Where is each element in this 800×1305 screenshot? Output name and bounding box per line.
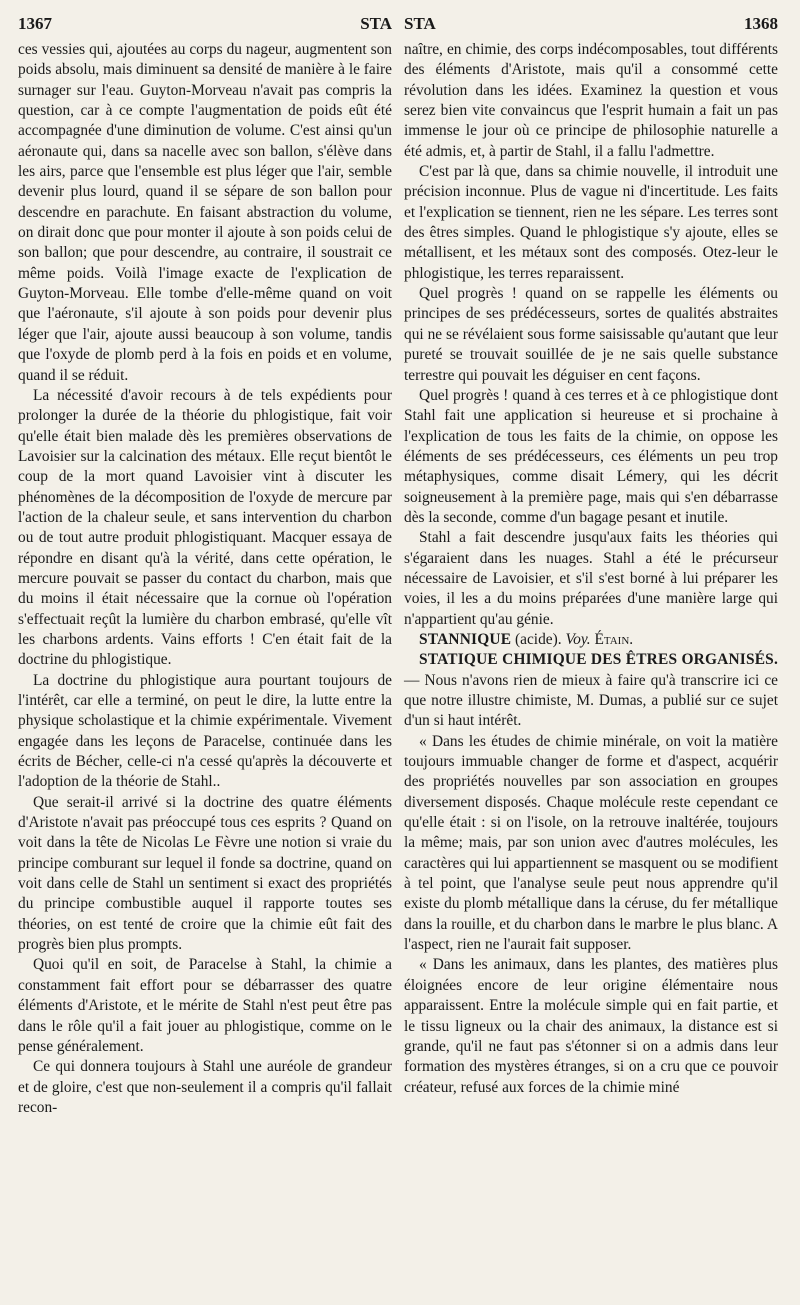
right-paragraph-4: Quel progrès ! quand à ces terres et à ce phlogistique dont Stahl fait une application si heureuse et si prochaine à l'explication de tous les faits de la chimie, on oppose les éléments de ses prédécesseurs, ces éléments un peu trop métaphysiques, comme disait Lémery, qui les décrit soigneusement à la première page, mais qui s'en débarrasse dès la seconde, comme d'un bagage pesant et inutile. — [404, 386, 778, 526]
left-column — [18, 40, 392, 1118]
right-paragraph-6: « Dans les études de chimie minérale, on voit la matière toujours immuable changer de forme et d'aspect, acquérir des propriétés nouvelles par son association en groupes diversement disposés. Chaque molécule reste cependant ce qu'elle était : si on l'isole, on la retrouve inaltérée, toujours la même; mais, par son union avec d'autres molécules, les caractères qui lui appartiennent se masquent ou se modifient à tel point, que l'analyse seule peut nous apprendre qu'il existe du plomb métallique dans la céruse, du fer métallique dans la rouille, et du charbon dans le marbre le plus blanc. A l'aspect, rien ne l'aurait fait supposer. — [404, 732, 778, 954]
text-columns — [18, 40, 778, 1118]
left-paragraph-1: ces vessies qui, ajoutées au corps du nageur, augmentent son poids absolu, mais diminuent sa densité de manière à le faire surnager sur l'eau. Guyton-Morveau n'avait pas compris la question, car à ce compte l'augmentation de poids eût été accompagnée d'une diminution de volume. C'est ainsi qu'un aéronaute qui, dans sa nacelle avec son ballon, s'élève dans les airs, parce que l'ensemble est plus léger que l'air, semble devenir plus lourd, quand il se sépare de son ballon pour descendre en parachute. En faisant abstraction du volume, on dirait donc que pour monter il ajoute à son poids celui de son ballon; que pour descendre, au contraire, il soustrait ce même poids. Voilà l'image exacte de l'explication de Guyton-Morveau. Elle tombe d'elle-même quand on voit que l'aéronaute, s'il ajoute à son poids pour devenir plus léger que l'air, ajoute aussi beaucoup à son volume, tandis que l'oxyde de plomb perd à la fois en poids et en volume, quand il se réduit. — [18, 41, 392, 384]
left-running-head: STA — [360, 14, 392, 33]
entry-stannique-crossref: Étain. — [590, 630, 634, 648]
left-paragraph-3: La doctrine du phlogistique aura pourtant toujours de l'intérêt, car elle a terminé, on peut le dire, la lutte entre la physique scholastique et la chimie expérimentale. Vivement engagée dans les leçons de Paracelse, continuée dans les écrits de Bécher, celle-ci n'a cessé qu'après la découverte et l'adoption de la théorie de Stahl.. — [18, 671, 392, 791]
entry-stannique-headword: STANNIQUE — [419, 630, 512, 648]
right-paragraph-2: C'est par là que, dans sa chimie nouvelle, il introduit une précision inconnue. Plus de vague ni d'incertitude. Les faits et l'explication se tiennent, rien ne les sépare. Les terres sont des êtres simples. Quand le phlogistique s'y ajoute, elles se métallisent, et les métaux sont des composés. Otez-leur le phlogistique, les terres reparaissent. — [404, 163, 778, 282]
left-page-number: 1367 — [18, 14, 52, 33]
page-header — [18, 14, 778, 36]
left-paragraph-6: Ce qui donnera toujours à Stahl une auréole de grandeur et de gloire, c'est que non-seulement il a compris qu'il fallait recon- — [18, 1058, 392, 1116]
entry-statique-body: — Nous n'avons rien de mieux à faire qu'à transcrire ici ce que notre illustre chimiste, M. Dumas, a publié sur ce sujet d'un si haut intérêt. — [404, 671, 778, 730]
right-paragraph-1: naître, en chimie, des corps indécomposables, tout différents des éléments d'Aristote, mais qu'il a consommé cette révolution dans les idées. Examinez la question et vous serez bien vite convaincus que l'esprit humain a fait un pas immense le jour où ce principe de philosophie naturelle a été admis, et, à partir de Stahl, il a fallu l'admettre. — [404, 41, 778, 160]
left-paragraph-5: Quoi qu'il en soit, de Paracelse à Stahl, la chimie a constamment fait effort pour se débarrasser des quatre éléments d'Aristote, et le mérite de Stahl n'est peut être pas dans le rôle qu'il a fait jouer au phlogistique, comme on le pense généralement. — [18, 956, 392, 1055]
right-paragraph-7: « Dans les animaux, dans les plantes, des matières plus éloignées encore de leur origine élémentaire nous apparaissent. Entre la molécule simple qui en fait partie, et le tissu ligneux ou la chair des animaux, la distance est si grande, qu'il ne faut pas s'étonner si on a admis dans leur formation des mystères étranges, si on a cru que ce pouvoir créateur, refusé aux forces de la chimie miné — [404, 956, 778, 1096]
header-right — [400, 14, 778, 34]
left-paragraph-2: La nécessité d'avoir recours à de tels expédients pour prolonger la durée de la théorie du phlogistique, fait voir qu'elle était bien malade dès les premières observations de Lavoisier sur la calcination des métaux. Elle reçut bientôt le coup de la mort quand Lavoisier vint à discuter les phénomènes de la décomposition de l'oxyde de mercure par l'action de la chaleur seule, et sans intervention du charbon ou de tout autre produit phlogistiquant. Macquer essaya de répondre en disant qu'à la vérité, dans cette opération, le mercure pouvait se passer du contact du charbon, mais que du moins il était nécessaire que la cornue où l'opération s'effectuait reçût la lumière du charbon embrasé, qu'elle vît les charbons ardents. Vains efforts ! C'en était fait de la doctrine du phlogistique. — [18, 386, 392, 669]
entry-stannique-voy: Voy. — [565, 630, 591, 648]
right-page-number: 1368 — [744, 14, 778, 33]
right-paragraph-3: Quel progrès ! quand on se rappelle les éléments ou principes de ses prédécesseurs, sortes de qualités abstraites qui ne se révélaient sous forme saisissable qu'autant que leur pureté se trouvait souillée de je ne sais quelle substance terrestre qui pouvait les déguiser en cent façons. — [404, 285, 778, 384]
entry-stannique-body: (acide). — [511, 630, 566, 648]
left-paragraph-4: Que serait-il arrivé si la doctrine des quatre éléments d'Aristote n'avait pas préoccupé tous ces esprits ? Quand on voit dans la tête de Nicolas Le Fèvre une notion si vraie du principe comburant sur lequel il fonde sa doctrine, quand on voit dans celle de Stahl un sentiment si exact des propriétés du principe combustible auquel il rapporte toutes ses théories, on est tenté de croire que la chimie eût fait des progrès bien plus prompts. — [18, 793, 392, 954]
right-paragraph-5: Stahl a fait descendre jusqu'aux faits les théories qui s'égaraient dans les nuages. Stahl a été le précurseur nécessaire de Lavoisier, et s'il s'est borné à lui préparer les voies, il les a du moins préparées d'une manière large qui n'appartient qu'au génie. — [404, 529, 778, 628]
right-running-head: STA — [404, 14, 436, 33]
right-column — [404, 40, 778, 1118]
entry-statique-headword: STATIQUE CHIMIQUE DES ÊTRES ORGANISÉS. — [419, 651, 778, 669]
header-left — [18, 14, 396, 34]
entry-stannique — [404, 630, 778, 650]
entry-statique — [404, 650, 778, 731]
